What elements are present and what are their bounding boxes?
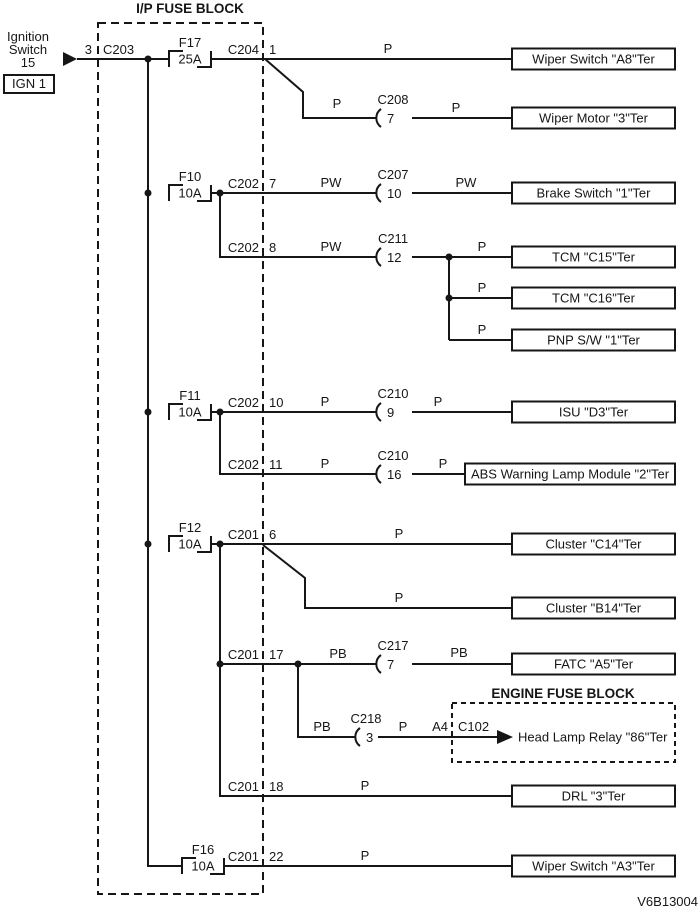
component-box-pnp-sw [512, 330, 675, 351]
wire-color-label: PB [450, 645, 468, 660]
component-label: TCM "C15"Ter [552, 249, 635, 265]
wire-color-label: P [398, 719, 408, 734]
wire-color-label: P [332, 96, 342, 111]
junction-dot [446, 254, 453, 261]
pin-c202-8: 8 [269, 240, 277, 255]
connector-c202-label: C202 [227, 457, 259, 472]
connector-arc-icon [376, 465, 381, 483]
pin-c201-22: 22 [269, 849, 284, 864]
wire-color-label: P [477, 322, 487, 337]
junction-dot [217, 190, 224, 197]
component-box-wiper-motor [512, 108, 675, 129]
connector-c207 [376, 167, 408, 202]
wire-color-label: P [320, 394, 330, 409]
connector-c217 [376, 638, 408, 673]
component-box-isu [512, 402, 675, 423]
connector-arc-icon [376, 403, 381, 421]
diagram-id: V6B13004 [637, 894, 698, 909]
junction-dot [145, 409, 152, 416]
connector-c208-label: C208 [377, 92, 409, 107]
fuse-f12-rating: 10A [178, 536, 202, 552]
connector-c208-pin: 7 [387, 111, 395, 126]
component-label: Wiper Motor "3"Ter [539, 110, 648, 126]
fuse-f11 [169, 388, 211, 420]
ign1-tag-label: IGN 1 [12, 76, 46, 91]
component-box-cluster-c14 [512, 534, 675, 555]
engine-fuse-block-title: ENGINE FUSE BLOCK [491, 686, 635, 701]
fuse-f10 [169, 169, 211, 201]
component-box-tcm-c16 [512, 288, 675, 309]
component-label: Cluster "C14"Ter [545, 536, 642, 552]
connector-c210b-pin: 16 [387, 467, 402, 482]
connector-c208 [376, 92, 408, 127]
wire-color-label: P [477, 239, 487, 254]
fuse-f10-name: F10 [178, 169, 202, 184]
source-name-line2: Switch [8, 42, 48, 57]
wire-color-label: P [433, 394, 443, 409]
connector-arc-icon [376, 655, 381, 673]
fuse-f17 [169, 35, 211, 67]
junction-dot [145, 541, 152, 548]
wire-branch-to-c208 [265, 59, 376, 118]
component-box-brake-switch [512, 183, 675, 204]
fuse-f12 [169, 520, 211, 552]
source-name-line1: Ignition [7, 29, 49, 44]
component-label: Cluster "B14"Ter [545, 600, 642, 616]
connector-c218-pin: 3 [366, 730, 374, 745]
component-box-fatc [512, 654, 675, 675]
connector-c203-label: C203 [103, 42, 135, 57]
wire-color-label: PW [320, 175, 342, 190]
component-label: PNP S/W "1"Ter [547, 332, 640, 348]
component-label: ABS Warning Lamp Module "2"Ter [470, 466, 670, 482]
component-label: ISU "D3"Ter [558, 404, 629, 420]
component-label: DRL "3"Ter [561, 788, 626, 804]
component-label: Wiper Switch "A8"Ter [532, 51, 655, 67]
component-label: Head Lamp Relay "86"Ter [518, 729, 668, 745]
connector-c210a-pin: 9 [387, 405, 395, 420]
fuse-f16-name: F16 [191, 842, 215, 857]
pin-c201-18: 18 [269, 779, 284, 794]
wire-branch-to-cluster-b14 [263, 545, 512, 608]
connector-c211-label: C211 [377, 231, 409, 246]
wire-color-label: P [360, 848, 370, 863]
connector-arc-icon [376, 109, 381, 127]
pin-a4-label: A4 [432, 719, 448, 734]
wire-color-label: P [320, 456, 330, 471]
connector-c211-pin: 12 [387, 250, 402, 265]
wire-color-label: P [451, 100, 461, 115]
component-label: Wiper Switch "A3"Ter [532, 858, 655, 874]
pin-c201-6: 6 [269, 527, 277, 542]
connector-c202-label: C202 [227, 395, 259, 410]
pin-c202-11: 11 [269, 457, 283, 472]
connector-c201-label: C201 [227, 849, 259, 864]
wire-color-label: PW [320, 239, 342, 254]
connector-c218 [350, 711, 381, 746]
fuse-f16 [182, 842, 224, 874]
head-lamp-relay-destination [497, 730, 668, 745]
connector-c201-label: C201 [227, 647, 259, 662]
junction-dot [217, 409, 224, 416]
connector-c102-label: C102 [458, 719, 490, 734]
component-label: TCM "C16"Ter [552, 290, 635, 306]
fuse-f17-name: F17 [178, 35, 202, 50]
ip-fuse-block-title: I/P FUSE BLOCK [136, 1, 244, 16]
wire-color-label: PB [313, 719, 331, 734]
connector-c202-label: C202 [227, 176, 259, 191]
connector-c207-pin: 10 [387, 186, 402, 201]
component-label: FATC "A5"Ter [553, 656, 634, 672]
wire-main-bus [148, 59, 182, 866]
connector-c204-label: C204 [227, 42, 259, 57]
junction-dot [446, 295, 453, 302]
head-lamp-relay-arrow-icon [497, 730, 513, 744]
component-box-tcm-c15 [512, 247, 675, 268]
connector-c218-label: C218 [350, 711, 382, 726]
connector-c210-a [376, 386, 408, 421]
pin-c202-10: 10 [269, 395, 284, 410]
fuse-f11-name: F11 [179, 388, 201, 403]
wire-color-label: P [438, 456, 448, 471]
wire-color-label: P [394, 526, 404, 541]
component-box-wiper-switch-a8 [512, 49, 675, 70]
connector-arc-icon [355, 728, 360, 746]
connector-arc-icon [376, 248, 381, 266]
component-box-abs-warning-lamp-module [465, 464, 675, 485]
wire-color-label: P [360, 778, 370, 793]
pin-c202-7: 7 [269, 176, 277, 191]
connector-c211 [376, 231, 408, 266]
connector-c201-label: C201 [227, 527, 259, 542]
fuse-f11-rating: 10A [178, 404, 202, 420]
connector-arc-icon [376, 184, 381, 202]
connector-c210b-label: C210 [377, 448, 409, 463]
connector-c217-label: C217 [377, 638, 409, 653]
wire-color-label: P [477, 280, 487, 295]
power-feed-arrow-icon [63, 52, 77, 66]
fuse-f10-rating: 10A [178, 185, 202, 201]
connector-c201-label: C201 [227, 779, 259, 794]
component-box-cluster-b14 [512, 598, 675, 619]
wire-color-label: PW [455, 175, 477, 190]
fuse-f16-rating: 10A [191, 858, 215, 874]
connector-c210a-label: C210 [377, 386, 409, 401]
junction-dot [145, 56, 152, 63]
component-label: Brake Switch "1"Ter [536, 185, 651, 201]
wire-color-label: PB [329, 646, 347, 661]
junction-dot [145, 190, 152, 197]
component-box-drl [512, 786, 675, 807]
component-box-wiper-switch-a3 [512, 856, 675, 877]
pin-c204-1: 1 [269, 42, 277, 57]
junction-dot [295, 661, 302, 668]
fuse-f12-name: F12 [178, 520, 202, 535]
fuse-f17-rating: 25A [178, 51, 202, 67]
wire-color-label: P [383, 41, 393, 56]
connector-c210-b [376, 448, 408, 483]
junction-dot [217, 541, 224, 548]
wire-color-label: P [394, 590, 404, 605]
pin-c201-17: 17 [269, 647, 284, 662]
connector-c207-label: C207 [377, 167, 409, 182]
source-pin-label: 3 [84, 42, 92, 57]
junction-dot [217, 661, 224, 668]
source-name-line3: 15 [20, 55, 36, 70]
connector-c217-pin: 7 [387, 657, 395, 672]
connector-c202-label: C202 [227, 240, 259, 255]
